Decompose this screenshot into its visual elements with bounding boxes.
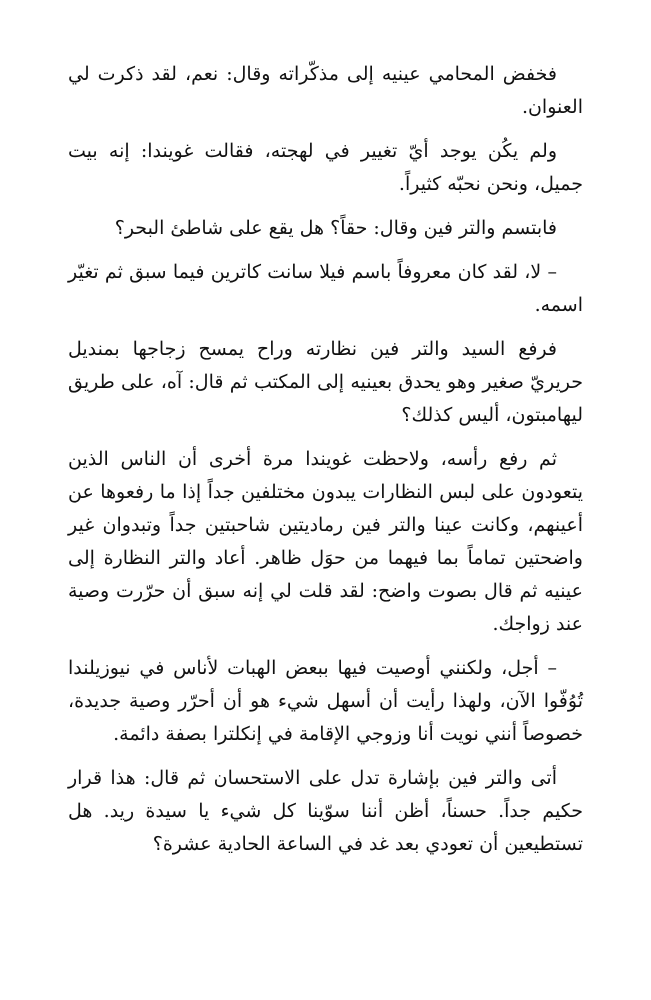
paragraph-8: أتى والتر فين بإشارة تدل على الاستحسان ثم قال: هذا قرار حكيم جداً. حسناً، أظن أننا سوّينا كل شيء يا سيدة ريد. هل تستطيعين أن تعودي بعد غد في الساعة الحادية عشرة؟	[68, 767, 583, 855]
paragraph-3: فابتسم والتر فين وقال: حقاً؟ هل يقع على شاطئ البحر؟	[114, 217, 557, 239]
paragraph-1: فخفض المحامي عينيه إلى مذكّراته وقال: نعم، لقد ذكرت لي العنوان.	[68, 63, 583, 118]
paragraph-5: فرفع السيد والتر فين نظارته وراح يمسح زجاجها بمنديل حريريّ صغير وهو يحدق بعينيه إلى المكتب ثم قال: آه، على طريق ليهامبتون، أليس كذلك؟	[68, 338, 583, 426]
paragraph-4: – لا، لقد كان معروفاً باسم فيلا سانت كاترين فيما سبق ثم تغيّر اسمه.	[68, 261, 583, 316]
paragraph-6: ثم رفع رأسه، ولاحظت غويندا مرة أخرى أن الناس الذين يتعودون على لبس النظارات يبدون مختلفين جداً إذا ما رفعوها عن أعينهم، وكانت عينا والتر فين رماديتين شاحبتين جداً وتبدوان غير واضحتين تماماً بما فيهما من حوَل ظاهر. أعاد والتر النظارة إلى عينيه ثم قال بصوت واضح: لقد قلت لي إنه سبق أن حرّرت وصية عند زواجك.	[68, 448, 583, 635]
paragraph-2: ولم يكُن يوجد أيّ تغيير في لهجته، فقالت غويندا: إنه بيت جميل، ونحن نحبّه كثيراً.	[68, 140, 583, 195]
paragraph-7: – أجل، ولكنني أوصيت فيها ببعض الهبات لأناس في نيوزيلندا تُوُفّوا الآن، ولهذا رأيت أن أسهل شيء هو أن أحرّر وصية جديدة، خصوصاً أنني نويت أنا وزوجي الإقامة في إنكلترا بصفة دائمة.	[68, 657, 583, 745]
